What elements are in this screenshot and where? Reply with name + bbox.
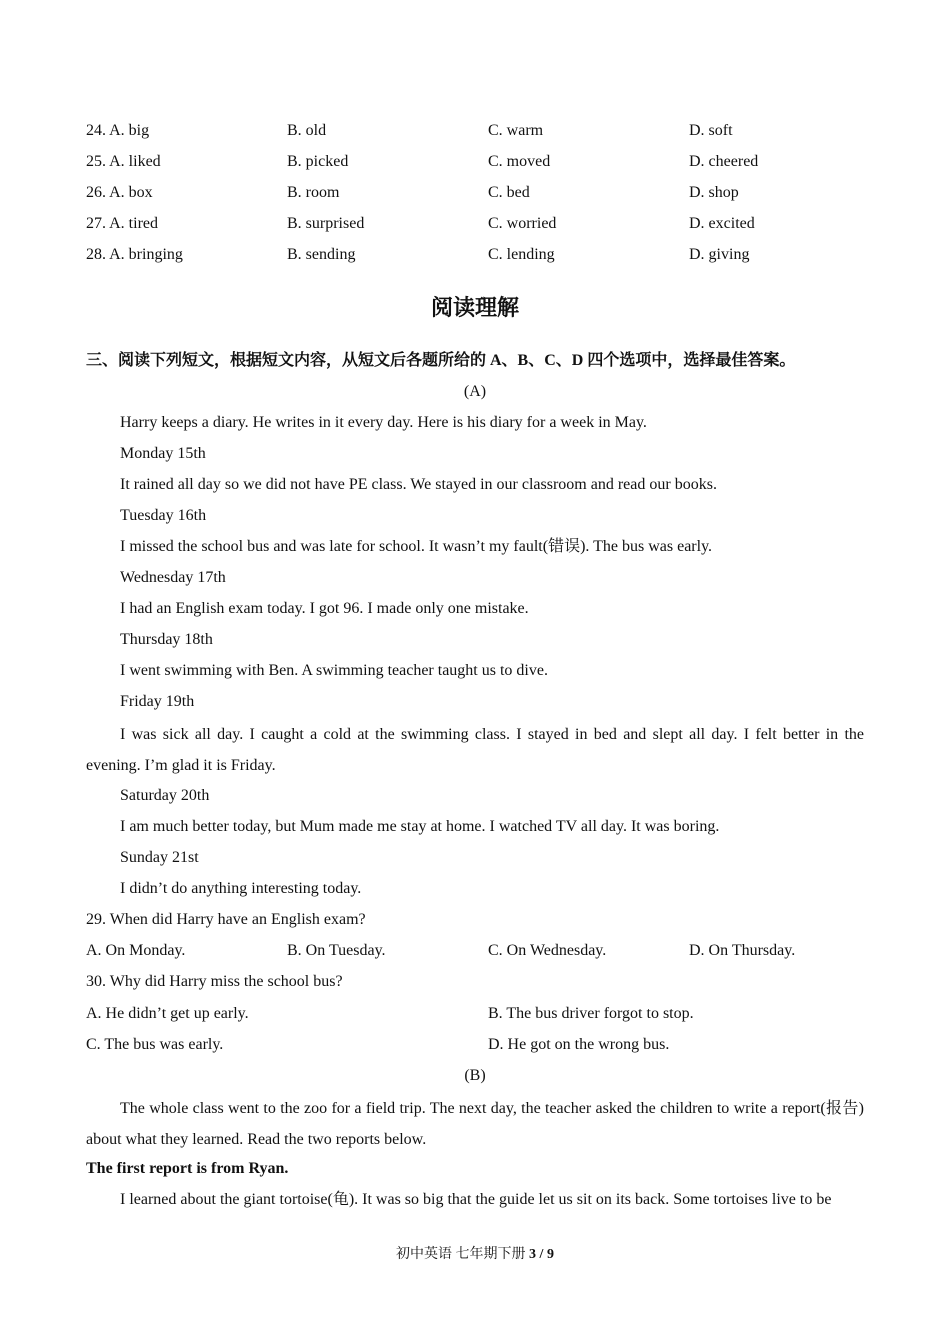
option-b: B. surprised <box>287 215 365 232</box>
section-instruction: 三、阅读下列短文，根据短文内容，从短文后各题所给的 A、B、C、D 四个选项中，选择最佳答案。 <box>86 352 796 369</box>
option-b: B. On Tuesday. <box>287 942 386 959</box>
diary-entry: I am much better today, but Mum made me stay at home. I watched TV all day. It was boring. <box>120 818 720 835</box>
option-c: C. worried <box>488 215 557 232</box>
question-29-stem: 29. When did Harry have an English exam? <box>86 911 366 928</box>
option-d: D. excited <box>689 215 755 232</box>
option-a: 27. A. tired <box>86 215 158 232</box>
cloze-option-row <box>86 214 866 234</box>
question-30-options-row1 <box>86 1004 866 1024</box>
diary-entry: I was sick all day. I caught a cold at the swimming class. I stayed in bed and slept all day. I felt better in the evening. I’m glad it is Friday. <box>86 726 864 774</box>
option-b: B. old <box>287 122 327 139</box>
diary-entry: I missed the school bus and was late for school. It wasn’t my fault(错误). The bus was early. <box>120 538 713 555</box>
question-30-stem: 30. Why did Harry miss the school bus? <box>86 973 343 990</box>
option-b: B. sending <box>287 246 356 263</box>
page-footer <box>0 1246 950 1264</box>
option-d: D. cheered <box>689 153 759 170</box>
cloze-option-row <box>86 245 866 265</box>
cloze-option-row <box>86 121 866 141</box>
option-b: B. picked <box>287 153 349 170</box>
option-c: C. On Wednesday. <box>488 942 607 959</box>
footer-course: 初中英语 七年期下册 <box>396 1247 526 1262</box>
passage-b-label: (B) <box>464 1067 486 1084</box>
question-30-options-row2 <box>86 1035 866 1055</box>
option-a: A. On Monday. <box>86 942 186 959</box>
cloze-option-row <box>86 152 866 172</box>
option-a: 24. A. big <box>86 122 150 139</box>
option-c: C. The bus was early. <box>86 1036 224 1053</box>
diary-date: Thursday 18th <box>120 631 213 648</box>
option-d: D. He got on the wrong bus. <box>488 1036 670 1053</box>
option-d: D. giving <box>689 246 750 263</box>
option-d: D. shop <box>689 184 739 201</box>
option-c: C. moved <box>488 153 551 170</box>
question-29-options <box>86 941 866 961</box>
diary-date: Monday 15th <box>120 445 206 462</box>
cloze-option-row <box>86 183 866 203</box>
report-heading: The first report is from Ryan. <box>86 1160 289 1177</box>
page-total: 9 <box>546 1247 554 1262</box>
option-b: B. room <box>287 184 340 201</box>
option-c: C. warm <box>488 122 544 139</box>
diary-date: Sunday 21st <box>120 849 199 866</box>
diary-entry: I didn’t do anything interesting today. <box>120 880 362 897</box>
diary-date: Friday 19th <box>120 693 195 710</box>
passage-a-intro: Harry keeps a diary. He writes in it every day. Here is his diary for a week in May. <box>120 414 647 431</box>
passage-a-label: (A) <box>463 383 487 400</box>
page-separator: / <box>536 1247 547 1262</box>
option-a: A. He didn’t get up early. <box>86 1005 249 1022</box>
option-a: 28. A. bringing <box>86 246 183 263</box>
diary-entry: I had an English exam today. I got 96. I made only one mistake. <box>120 600 529 617</box>
option-c: C. lending <box>488 246 555 263</box>
diary-entry: It rained all day so we did not have PE class. We stayed in our classroom and read our books. <box>120 476 717 493</box>
diary-date: Tuesday 16th <box>120 507 207 524</box>
diary-entry: I went swimming with Ben. A swimming teacher taught us to dive. <box>120 662 548 679</box>
option-a: 25. A. liked <box>86 153 161 170</box>
option-b: B. The bus driver forgot to stop. <box>488 1005 694 1022</box>
option-a: 26. A. box <box>86 184 153 201</box>
section-title: 阅读理解 <box>430 295 519 320</box>
diary-date: Wednesday 17th <box>120 569 226 586</box>
diary-date: Saturday 20th <box>120 787 210 804</box>
page-number: 3 <box>529 1247 537 1262</box>
option-c: C. bed <box>488 184 530 201</box>
option-d: D. soft <box>689 122 733 139</box>
passage-b-intro: The whole class went to the zoo for a field trip. The next day, the teacher asked the children to write a report(报告) about what they learned. Read the two reports below. <box>86 1100 864 1148</box>
report-text: I learned about the giant tortoise(龟). It was so big that the guide let us sit on its back. Some tortoises live to be <box>120 1191 832 1208</box>
option-d: D. On Thursday. <box>689 942 796 959</box>
